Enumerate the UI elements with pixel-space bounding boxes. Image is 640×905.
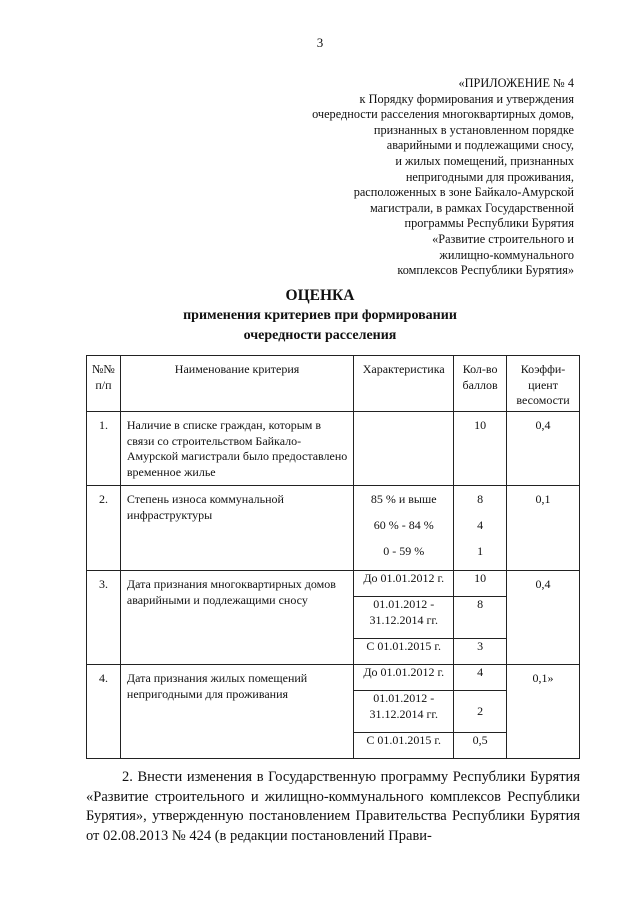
body-paragraph: 2. Внести изменения в Государственную программу Республики Бурятия «Развитие строительного и жилищно-коммунального комплексов Республики Бурятия», утвержденную постановлением Правительства Республики Бурятия от 02.08.2013 № 424 (в редакции постановлений Прави-: [86, 769, 580, 844]
row-weight: 0,1»: [507, 665, 580, 759]
heading-subtitle-1: применения критериев при формировании: [183, 308, 457, 323]
row-weight: 0,1: [507, 486, 580, 571]
row-characteristic: 01.01.2012 - 31.12.2014 гг.: [354, 597, 454, 639]
row-weight: 0,4: [507, 571, 580, 665]
header-score-line: баллов: [462, 377, 498, 392]
criteria-table: [86, 355, 580, 759]
row-num: 2.: [87, 486, 121, 571]
score-item: 8: [477, 492, 484, 506]
appendix-line: расположенных в зоне Байкало-Амурской: [353, 185, 574, 200]
row-score: 10: [454, 412, 507, 486]
row-score: 2: [454, 691, 507, 733]
score-item: 4: [477, 518, 484, 532]
row-score: 10: [454, 571, 507, 597]
header-weight-line: весомости: [516, 393, 570, 407]
table-row: [87, 665, 580, 691]
row-characteristic-list: [354, 486, 454, 571]
header-weight-line: циент: [528, 377, 558, 392]
characteristic-item: 85 % и выше: [370, 492, 437, 506]
row-characteristic: [354, 412, 454, 486]
table-row: [87, 571, 580, 597]
row-score: 3: [454, 639, 507, 665]
table-row: [87, 486, 580, 571]
heading-title: ОЦЕНКА: [285, 287, 355, 304]
characteristic-item: 0 - 59 %: [383, 544, 425, 558]
row-characteristic: С 01.01.2015 г.: [354, 733, 454, 759]
row-weight: 0,4: [507, 412, 580, 486]
row-score: 0,5: [454, 733, 507, 759]
appendix-line: очередности расселения многоквартирных домов,: [312, 107, 574, 122]
characteristic-item: 60 % - 84 %: [373, 518, 434, 532]
header-num-line: п/п: [95, 377, 112, 392]
header-weight-line: Коэффи-: [520, 362, 566, 376]
appendix-line: «Развитие строительного и: [432, 231, 574, 246]
row-characteristic: С 01.01.2015 г.: [354, 639, 454, 665]
table-header-row: [87, 356, 580, 412]
table-row: [87, 412, 580, 486]
row-score-list: [454, 486, 507, 571]
row-criterion: Дата признания жилых помещений непригодными для проживания: [120, 665, 353, 759]
header-score: [454, 356, 507, 412]
appendix-line: программы Республики Бурятия: [404, 216, 574, 231]
appendix-line: аварийными и подлежащими сносу,: [386, 138, 574, 153]
header-num: [87, 356, 121, 412]
row-criterion: Наличие в списке граждан, которым в связи со строительством Байкало-Амурской магистрали было предоставлено временное жилье: [120, 412, 353, 486]
heading-subtitle-2: очередности расселения: [243, 328, 397, 343]
header-name: Наименование критерия: [120, 356, 353, 412]
row-num: 3.: [87, 571, 121, 665]
appendix-block: [312, 76, 574, 279]
row-num: 1.: [87, 412, 121, 486]
appendix-line: комплексов Республики Бурятия»: [397, 263, 574, 278]
appendix-line: к Порядку формирования и утверждения: [359, 91, 574, 106]
row-characteristic: До 01.01.2012 г.: [354, 665, 454, 691]
row-characteristic: До 01.01.2012 г.: [354, 571, 454, 597]
appendix-line: магистрали, в рамках Государственной: [369, 200, 574, 215]
header-characteristic: Характеристика: [354, 356, 454, 412]
document-heading: [0, 286, 640, 346]
appendix-line: «ПРИЛОЖЕНИЕ № 4: [458, 76, 574, 90]
row-score: 4: [454, 665, 507, 691]
score-item: 1: [477, 544, 484, 558]
row-criterion: Дата признания многоквартирных домов аварийными и подлежащими сносу: [120, 571, 353, 665]
row-num: 4.: [87, 665, 121, 759]
row-criterion: Степень износа коммунальной инфраструктуры: [120, 486, 353, 571]
header-weight: [507, 356, 580, 412]
appendix-line: жилищно-коммунального: [439, 247, 574, 262]
appendix-line: и жилых помещений, признанных: [395, 153, 574, 168]
row-score: 8: [454, 597, 507, 639]
appendix-line: признанных в установленном порядке: [373, 122, 574, 137]
header-score-line: Кол-во: [462, 362, 498, 376]
header-num-line: №№: [91, 362, 115, 376]
appendix-line: непригодными для проживания,: [405, 169, 574, 184]
row-characteristic: 01.01.2012 - 31.12.2014 гг.: [354, 691, 454, 733]
body-paragraph-block: [86, 768, 580, 846]
page-number: 3: [316, 35, 324, 50]
